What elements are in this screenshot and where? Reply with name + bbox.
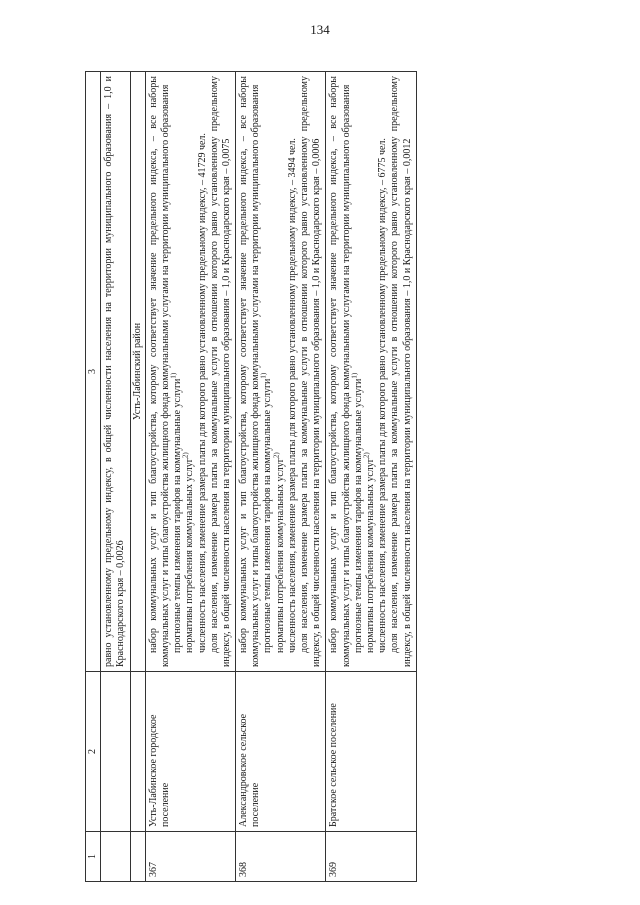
header-col-3: 3 [86,72,101,672]
indicator-description [145,72,235,672]
continuation-row [101,72,130,882]
district-name: Усть-Лабинский район [130,72,145,672]
header-col-2: 2 [86,672,101,832]
indicator-line-text: численность населения, изменение размера платы для которого равно установленному предельному индексу, – 3494 чел. [286,138,298,653]
indicator-line [209,76,233,667]
indicator-line-text: прогнозные темпы изменения тарифов на коммунальные услуги [172,378,184,653]
indicator-description [326,72,416,672]
header-col-1: 1 [86,832,101,882]
indicator-line-text: прогнозные темпы изменения тарифов на коммунальные услуги [352,378,364,653]
indicator-line [181,76,196,667]
continuation-text: равно установленному предельному индексу, в общей численности населения на территории муниципального образования – 1,0 и Краснодарского края – 0,0026 [101,72,130,672]
indicator-line-text: численность населения, изменение размера платы для которого равно установленному предельному индексу, – 41729 чел. [196,133,208,653]
footnote-ref: 2) [181,452,190,459]
footnote-ref: 2) [362,452,371,459]
indicator-line-text: нормативы потребления коммунальных услуг [364,458,376,653]
row-number: 369 [326,832,416,882]
table-header-row [86,72,101,882]
indicator-line [272,76,287,667]
indicator-line [362,76,377,667]
settlement-name: Усть-Лабинское городское поселение [145,672,235,832]
footnote-ref: 1) [350,372,359,379]
row-number: 368 [236,832,326,882]
indicator-line-text: доля населения, изменение размера платы за коммунальные услуги в отношении которого равно установленному предельному индексу, в общей численности населения на территории муниципального образования – 1,0 и Краснодарского края – 0,0006 [299,76,323,667]
page-number: 134 [310,22,330,37]
indicator-line [238,76,262,667]
indicator-line [148,76,172,667]
settlement-name: Александровское сельское поселение [236,672,326,832]
indicator-line [169,76,184,667]
settlement-name: Братское сельское поселение [326,672,416,832]
indicator-line [350,76,365,667]
footnote-ref: 2) [272,452,281,459]
indicator-line [287,76,299,667]
indicator-line-text: нормативы потребления коммунальных услуг [184,458,196,653]
indicator-line [299,76,323,667]
district-row [130,72,145,882]
indicator-line-text: доля населения, изменение размера платы за коммунальные услуги в отношении которого равно установленному предельному индексу, в общей численности населения на территории муниципального образования – 1,0 и Краснодарского края – 0,0075 [208,76,232,667]
indicator-line-text: численность населения, изменение размера платы для которого равно установленному предельному индексу, – 6775 чел. [377,138,389,653]
table-row [236,72,326,882]
table-row [326,72,416,882]
indicator-line [262,76,274,667]
indicator-line-text: набор коммунальных услуг и тип благоустройства, которому соответствует значение предельного индекса, – все наборы коммунальных услуг и типы благоустройства жилищного фонда коммунальными услугами на территории муниципального образования [238,76,262,667]
table-body [145,72,416,882]
indicator-line [377,76,389,667]
indicator-line [389,76,413,667]
indicator-line [328,76,352,667]
indicator-line-text: набор коммунальных услуг и тип благоустройства, которому соответствует значение предельного индекса, – все наборы коммунальных услуг и типы благоустройства жилищного фонда коммунальными услугами на территории муниципального образования [147,76,171,667]
indicator-line-text: набор коммунальных услуг и тип благоустройства, которому соответствует значение предельного индекса, – все наборы коммунальных услуг и типы благоустройства жилищного фонда коммунальными услугами на территории муниципального образования [328,76,352,667]
indicator-description [236,72,326,672]
indicator-line-text: прогнозные темпы изменения тарифов на коммунальные услуги [262,378,274,653]
rotated-table-container [85,72,555,882]
indicator-line-text: нормативы потребления коммунальных услуг [274,458,286,653]
footnote-ref: 1) [260,372,269,379]
table-row [145,72,235,882]
municipality-table [85,71,417,882]
footnote-ref: 1) [169,372,178,379]
indicator-line [197,76,209,667]
row-number: 367 [145,832,235,882]
indicator-line-text: доля населения, изменение размера платы за коммунальные услуги в отношении которого равно установленному предельному индексу, в общей численности населения на территории муниципального образования – 1,0 и Краснодарского края – 0,0012 [389,76,413,667]
